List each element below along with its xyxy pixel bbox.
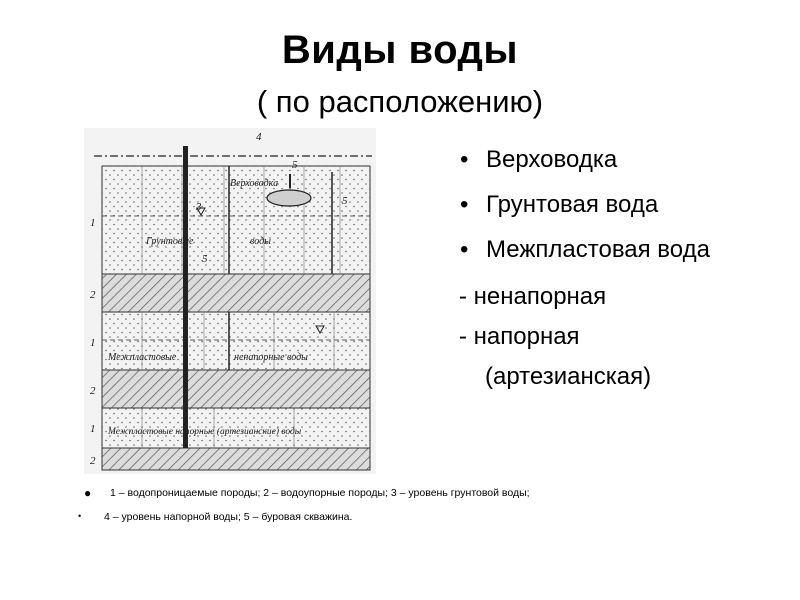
bullet-icon: • — [460, 146, 469, 173]
caption-line-1 — [62, 488, 530, 512]
subtype-item-continuation: (артезианская) — [485, 363, 652, 390]
caption-line-2 — [62, 512, 530, 536]
number-label: 1 — [90, 423, 96, 435]
number-label: 1 — [90, 337, 96, 349]
subtype-item: - напорная — [459, 323, 580, 350]
number-label: 5 — [292, 159, 298, 171]
label-nenapornye: ненапорные воды — [234, 352, 308, 363]
aquiclude-layer-2 — [102, 370, 370, 408]
number-label: 4 — [256, 131, 262, 143]
main-borehole — [183, 146, 188, 448]
subtype-item: - ненапорная — [459, 283, 607, 310]
bullet-icon: • — [460, 236, 469, 263]
number-label: 1 — [90, 217, 96, 229]
caption-text: 4 – уровень напорной воды; 5 – буровая скважина. — [104, 511, 353, 523]
list-item-label: Межпластовая вода — [486, 236, 710, 263]
bullet-icon: • — [460, 191, 469, 218]
page-title: Виды воды — [281, 28, 519, 72]
list-item — [460, 236, 710, 281]
label-artesian: Межпластовые напорные (артезианские) воды — [108, 427, 302, 437]
bullet-icon: • — [78, 511, 82, 521]
perched-water-lens — [267, 190, 311, 206]
label-vody: воды — [250, 236, 271, 247]
interstratal-subtypes — [459, 283, 651, 397]
water-type-list — [460, 146, 710, 281]
page-subtitle: ( по расположению) — [256, 84, 544, 119]
list-item-label: Верховодка — [486, 146, 618, 173]
label-gruntovye: Грунтовые — [146, 236, 194, 247]
label-verkhovodka: Верховодка — [230, 178, 279, 189]
number-label: 2 — [90, 289, 96, 301]
aquiclude-layer-3 — [102, 448, 370, 470]
aquiclude-layer-1 — [102, 274, 370, 312]
number-label: 2 — [90, 455, 96, 467]
groundwater-diagram — [84, 128, 376, 474]
list-item-label: Грунтовая вода — [486, 191, 659, 218]
caption-text: 1 – водопроницаемые породы; 2 – водоупорные породы; 3 – уровень грунтовой воды; — [110, 487, 530, 499]
number-label: 2 — [90, 385, 96, 397]
list-item — [460, 191, 710, 236]
bullet-icon: ● — [84, 486, 92, 500]
label-mezhplastovye: Межпластовые — [108, 352, 177, 363]
number-label: 5 — [202, 253, 208, 265]
figure-caption — [62, 488, 530, 536]
number-label: 5 — [342, 195, 348, 207]
number-label: 3 — [196, 201, 202, 213]
list-item — [460, 146, 710, 191]
